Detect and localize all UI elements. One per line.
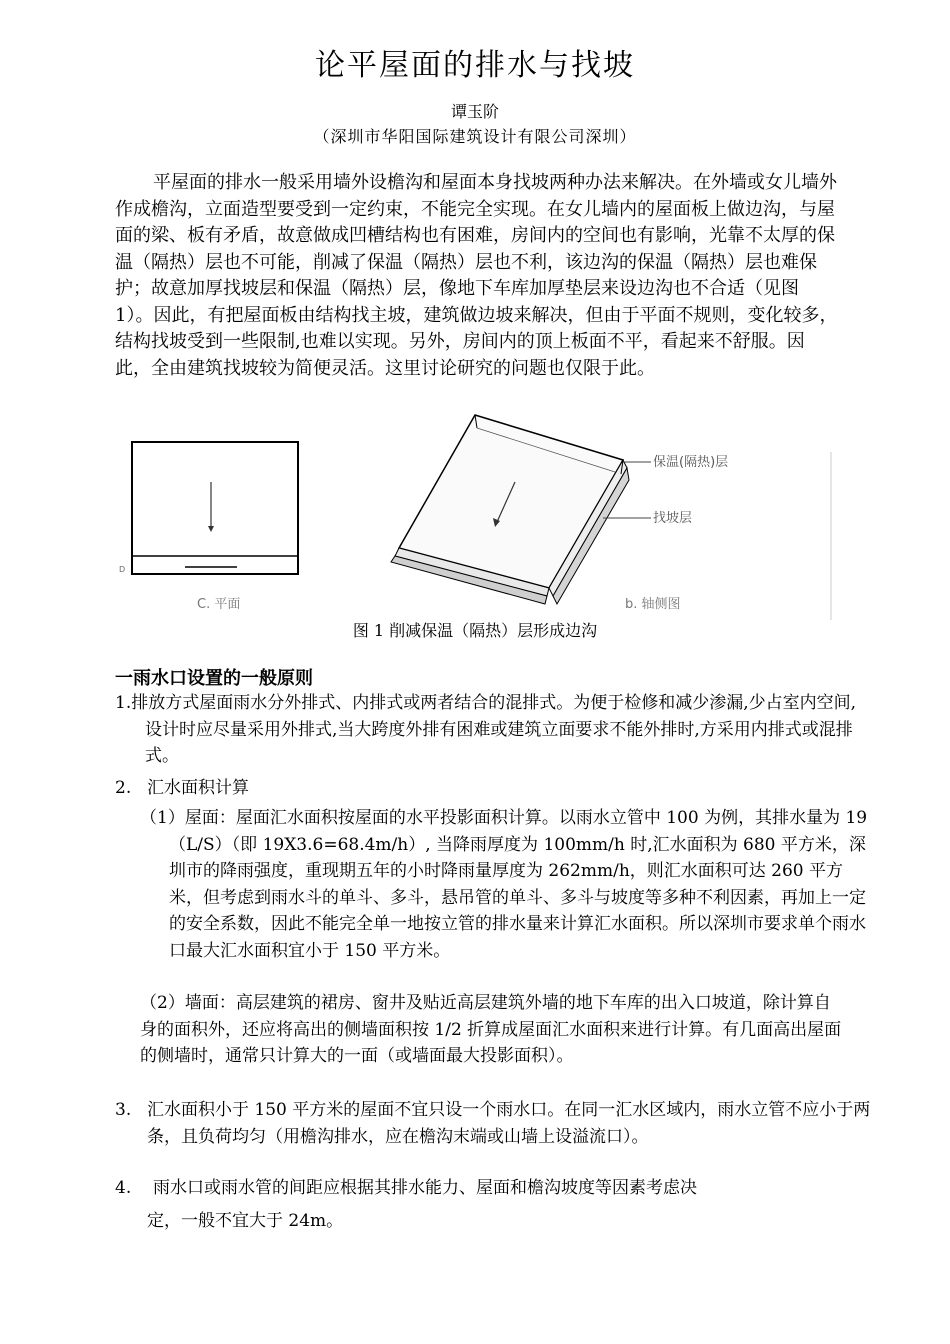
list-item-4 — [115, 1175, 843, 1202]
list-item-3-text: 汇水面积小于 150 平方米的屋面不宜只设一个雨水口。在同一汇水区域内，雨水立管不应小于两条，且负荷均匀（用檐沟排水，应在檐沟末端或山墙上设溢流口）。 — [147, 1100, 871, 1147]
list-item-1: 1.排放方式屋面雨水分外排式、内排式或两者结合的混排式。为便于检修和减少渗漏,少占室内空间,设计时应尽量采用外排式,当大跨度外排有困难或建筑立面要求不能外排时,方采用内排式或混排式。 — [115, 693, 857, 766]
list-item-4-number: 4. — [115, 1178, 132, 1198]
author-name: 谭玉阶 — [450, 102, 499, 121]
figure-caption: 图 1 削减保温（隔热）层形成边沟 — [352, 621, 598, 640]
axonometric-view — [391, 415, 831, 620]
list-item-2-text: 汇水面积计算 — [147, 778, 249, 798]
list-item-4-continuation: 定，一般不宜大于 24m。 — [147, 1211, 344, 1231]
slope-layer-label: 找坡层 — [653, 511, 693, 526]
page-title: 论平屋面的排水与找坡 — [315, 48, 635, 83]
list-item-3 — [115, 1097, 875, 1150]
list-item-4-text: 雨水口或雨水管的间距应根据其排水能力、屋面和檐沟坡度等因素考虑决 — [153, 1178, 697, 1198]
list-item-3-number: 3. — [115, 1100, 132, 1120]
axonometric-view-label: b. 轴侧图 — [625, 597, 681, 612]
sub-item-wall: （2）墙面：高层建筑的裙房、窗井及贴近高层建筑外墙的地下车库的出入口坡道，除计算自身的面积外，还应将高出的侧墙面积按 1/2 折算成屋面汇水面积来进行计算。有几面高出屋面的侧墙时，通常只计算大的一面（或墙面最大投影面积）。 — [140, 993, 842, 1066]
section-heading: 一雨水口设置的一般原则 — [115, 668, 313, 689]
plan-d-label: D — [119, 565, 126, 574]
sub-item-roof: （1）屋面：屋面汇水面积按屋面的水平投影面积计算。以雨水立管中 100 为例，其排水量为 19（L/S）（即 19X3.6=68.4m/h）, 当降雨厚度为 100mm/h 时,汇水面积为 680 平方米，深圳市的降雨强度，重现期五年的小时降雨量厚度为 262mm/h，则汇水面积可达 260 平方米，但考虑到雨水斗的单斗、多斗，悬吊管的单斗、多斗与坡度等多种不利因素，再加上一定的安全系数，因此不能完全单一地按立管的排水量来计算汇水面积。所以深圳市要求单个雨水口最大汇水面积宜小于 150 平方米。 — [140, 808, 868, 961]
intro-paragraph: 平屋面的排水一般采用墙外设檐沟和屋面本身找坡两种办法来解决。在外墙或女儿墙外作成檐沟，立面造型要受到一定约束，不能完全实现。在女儿墙内的屋面板上做边沟，与屋面的梁、板有矛盾，故意做成凹槽结构也有困难，房间内的空间也有影响，光靠不太厚的保温（隔热）层也不可能，削减了保温（隔热）层也不利，该边沟的保温（隔热）层也难保护；故意加厚找坡层和保温（隔热）层，像地下车库加厚垫层来设边沟也不合适（见图 1）。因此，有把屋面板由结构找主坡，建筑做边坡来解决，但由于平面不规则，变化较多，结构找坡受到一些限制,也难以实现。另外，房间内的顶上板面不平，看起来不舒服。因此，全由建筑找坡较为简便灵活。这里讨论研究的问题也仅限于此。 — [115, 172, 838, 379]
list-item-2-number: 2. — [115, 778, 132, 798]
plan-view — [119, 442, 298, 612]
list-item-2 — [115, 775, 843, 802]
figure-1-drawing — [115, 410, 845, 625]
plan-view-label: C. 平面 — [197, 597, 241, 612]
insulation-layer-label: 保温(隔热)层 — [653, 455, 729, 470]
author-affiliation: （深圳市华阳国际建筑设计有限公司深圳） — [313, 127, 637, 146]
figure-1 — [115, 410, 845, 625]
